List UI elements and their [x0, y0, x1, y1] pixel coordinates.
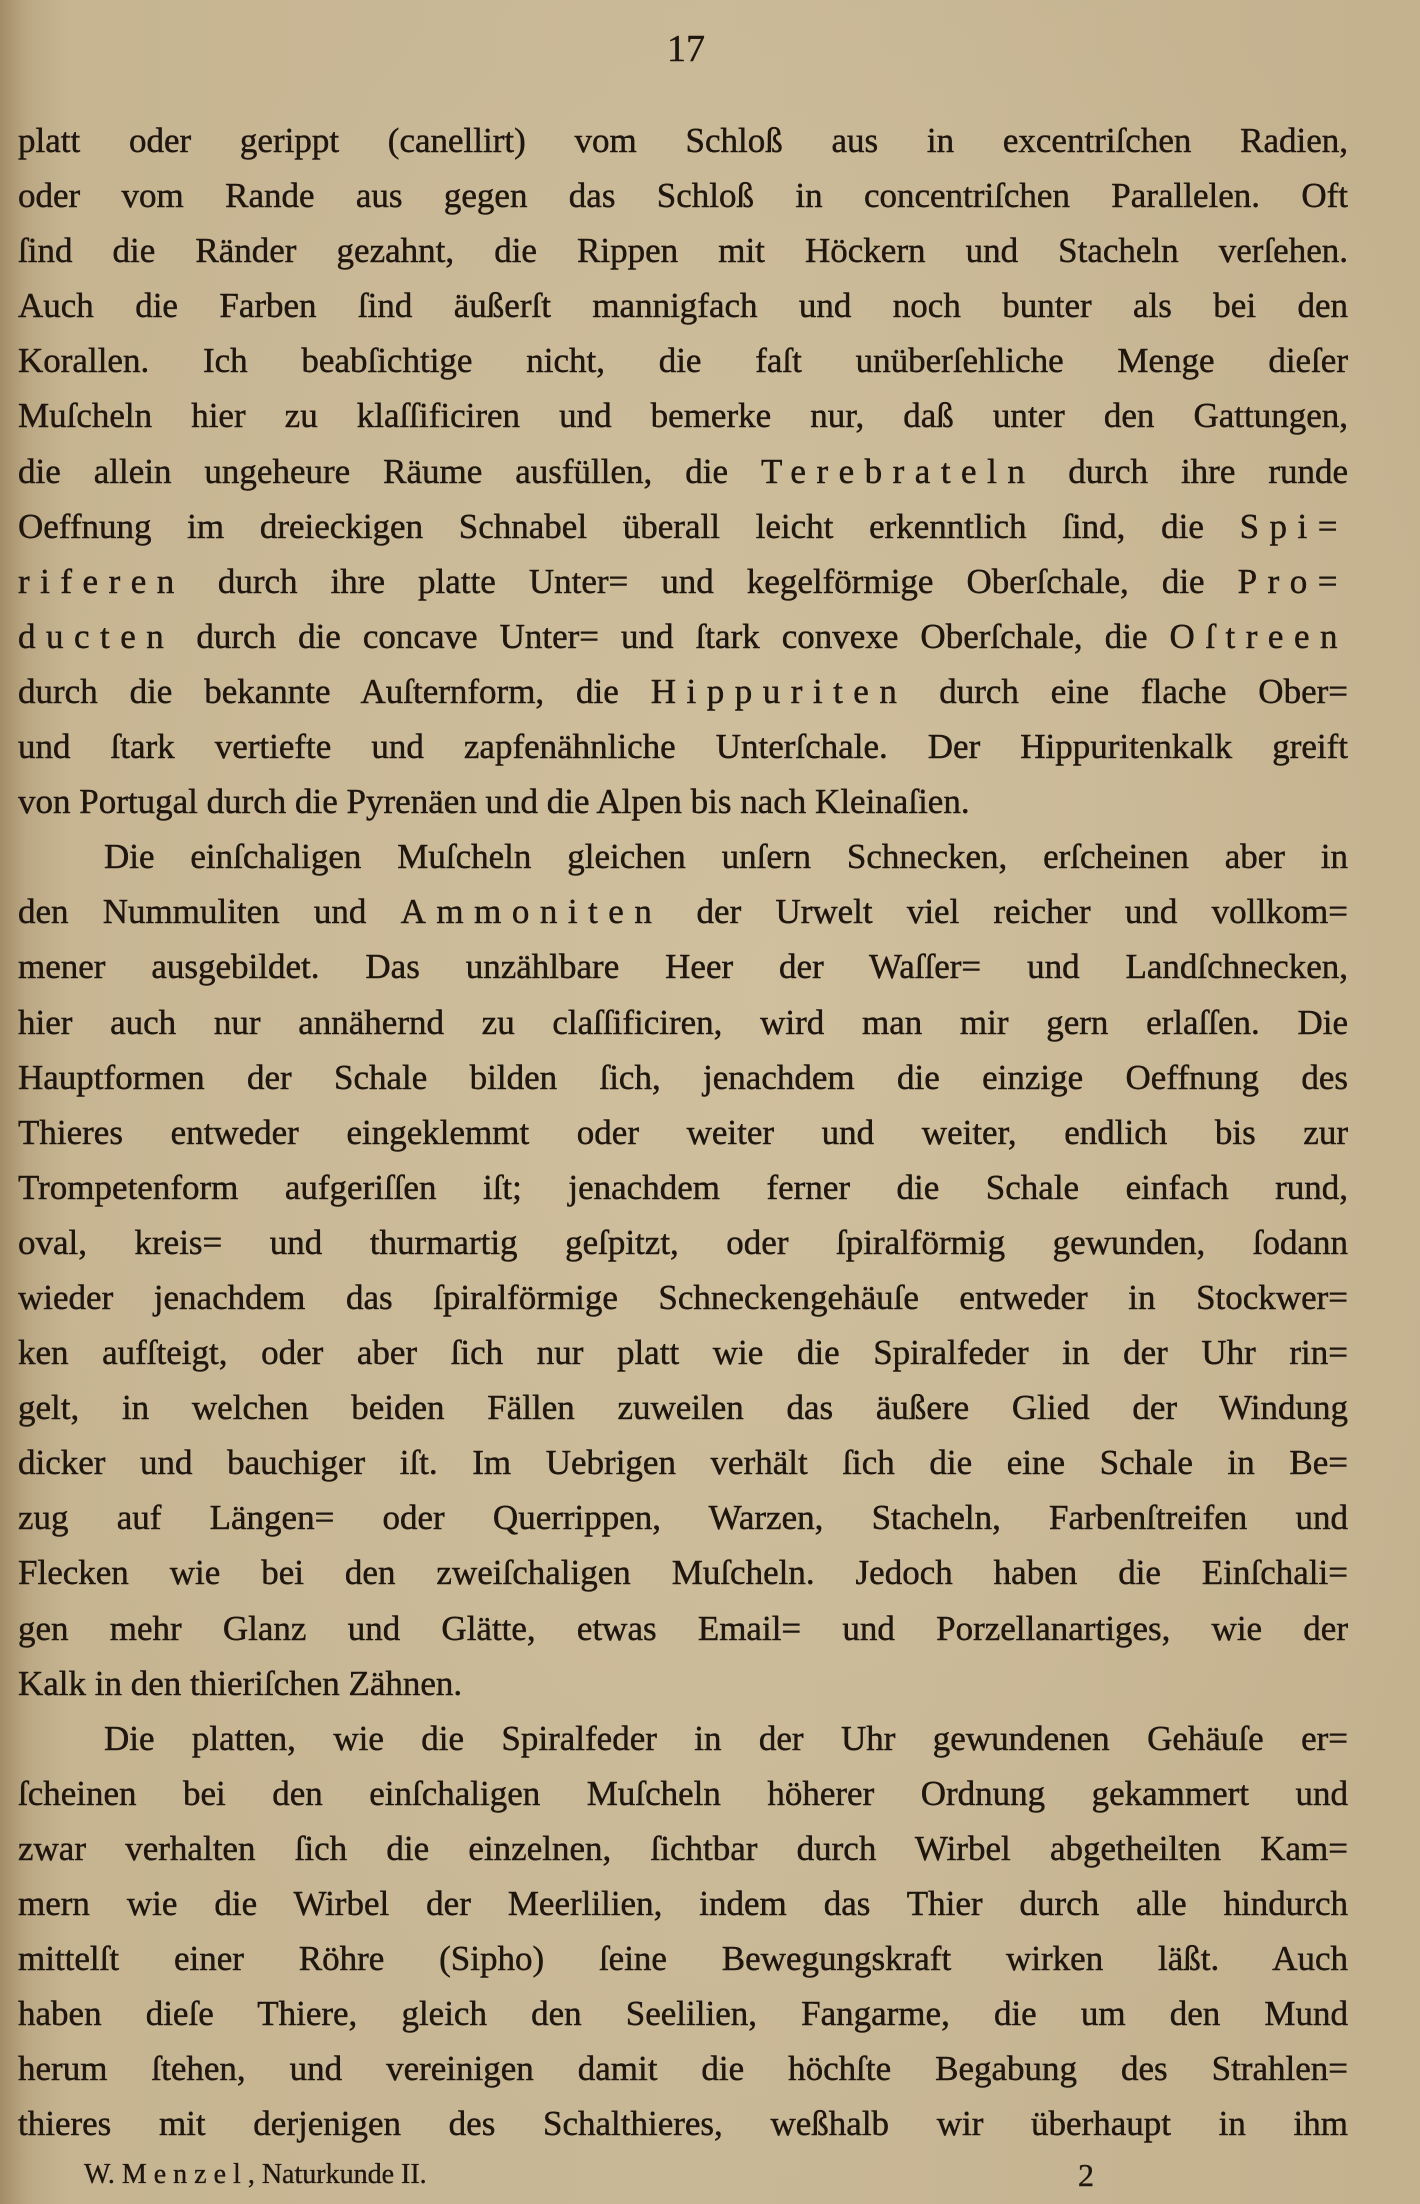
text-line	[18, 1711, 1348, 1766]
text-line	[18, 1325, 1348, 1380]
text-segment: gen mehr Glanz und Glätte, etwas Email= und Porzellanartiges, wie der	[18, 1608, 1348, 1648]
text-line	[18, 1766, 1348, 1821]
text-segment: zug auf Längen= oder Querrippen, Warzen, Stacheln, Farbenſtreifen und	[18, 1498, 1348, 1538]
text-segment: oval, kreis= und thurmartig geſpitzt, oder ſpiralförmig gewunden, ſodann	[18, 1222, 1348, 1262]
text-line	[18, 2041, 1348, 2096]
paragraph	[18, 829, 1348, 1711]
text-line	[18, 1601, 1348, 1656]
text-line	[18, 1656, 1348, 1711]
text-line	[18, 168, 1348, 223]
text-line	[18, 2096, 1348, 2151]
text-segment: Muſcheln hier zu klaſſificiren und bemerke nur, daß unter den Gattungen,	[18, 396, 1348, 436]
text-segment: ſind die Ränder gezahnt, die Rippen mit Höckern und Stacheln verſehen.	[18, 231, 1348, 271]
emphasized-word: Spi=	[1239, 506, 1348, 546]
text-line	[18, 554, 1348, 609]
text-line	[18, 609, 1348, 664]
text-segment: Flecken wie bei den zweiſchaligen Muſcheln. Jedoch haben die Einſchali=	[18, 1553, 1348, 1593]
text-line	[18, 664, 1348, 719]
text-line	[18, 1435, 1348, 1490]
text-segment: durch die concave Unter= und ſtark convexe Oberſchale, die	[174, 616, 1170, 656]
emphasized-word: Pro=	[1237, 561, 1348, 601]
text-line	[18, 1545, 1348, 1600]
text-line	[18, 444, 1348, 499]
text-segment: der Urwelt viel reicher und vollkom=	[662, 892, 1348, 932]
page-number: 17	[667, 28, 705, 70]
text-segment: mern wie die Wirbel der Meerlilien, indem das Thier durch alle hindurch	[18, 1884, 1348, 1923]
text-line	[18, 995, 1348, 1050]
text-segment: Korallen. Ich beabſichtige nicht, die faſt unüberſehliche Menge dieſer	[18, 341, 1348, 381]
text-segment: Trompetenform aufgeriſſen iſt; jenachdem ferner die Schale einfach rund,	[18, 1167, 1348, 1207]
text-line	[18, 829, 1348, 884]
text-segment: durch ihre platte Unter= und kegelförmige Oberſchale, die	[184, 561, 1238, 601]
text-segment: Oeffnung im dreieckigen Schnabel überall leicht erkenntlich ſind, die	[18, 506, 1240, 546]
paragraph	[18, 113, 1348, 829]
text-segment: mittelſt einer Röhre (Sipho) ſeine Bewegungskraft wirken läßt. Auch	[18, 1939, 1348, 1979]
text-line	[18, 499, 1348, 554]
page-footer	[0, 2155, 1420, 2195]
text-segment: hier auch nur annähernd zu claſſificiren, wird man mir gern erlaſſen. Die	[18, 1002, 1348, 1042]
text-segment: von Portugal durch die Pyrenäen und die Alpen bis nach Kleinaſien.	[18, 782, 970, 822]
text-line	[18, 719, 1348, 774]
text-segment: W.	[84, 2159, 122, 2190]
text-segment: thieres mit derjenigen des Schalthieres, weßhalb wir überhaupt in ihm	[18, 2104, 1348, 2144]
text-segment: durch die bekannte Auſternform, die	[18, 671, 651, 711]
text-segment: Die einſchaligen Muſcheln gleichen unſern Schnecken, erſcheinen aber in	[104, 837, 1348, 877]
text-segment: ken aufſteigt, oder aber ſich nur platt wie die Spiralfeder in der Uhr rin=	[18, 1333, 1348, 1373]
text-segment: dicker und bauchiger iſt. Im Uebrigen verhält ſich die eine Schale in Be=	[18, 1443, 1348, 1483]
emphasized-word: Oſtreen	[1169, 616, 1348, 656]
text-line	[18, 1105, 1348, 1160]
text-line	[18, 1821, 1348, 1876]
text-segment: herum ſtehen, und vereinigen damit die höchſte Begabung des Strahlen=	[18, 2049, 1348, 2089]
text-segment: ſcheinen bei den einſchaligen Muſcheln höherer Ordnung gekammert und	[18, 1773, 1348, 1813]
text-segment: Kalk in den thieriſchen Zähnen.	[18, 1663, 463, 1703]
text-segment: durch eine flache Ober=	[907, 671, 1348, 711]
text-segment: platt oder gerippt (canellirt) vom Schloß aus in excentriſchen Radien,	[18, 121, 1348, 160]
text-line	[18, 1380, 1348, 1435]
text-line	[18, 1931, 1348, 1986]
emphasized-word: Menzel	[121, 2159, 248, 2190]
text-segment: Die platten, wie die Spiralfeder in der Uhr gewundenen Gehäuſe er=	[104, 1718, 1348, 1758]
footer-signature	[84, 2155, 427, 2195]
text-segment: wieder jenachdem das ſpiralförmige Schneckengehäuſe entweder in Stockwer=	[18, 1277, 1348, 1317]
text-segment: zwar verhalten ſich die einzelnen, ſichtbar durch Wirbel abgetheilten Kam=	[18, 1828, 1348, 1868]
text-segment: und ſtark vertiefte und zapfenähnliche Unterſchale. Der Hippuritenkalk greift	[18, 727, 1348, 767]
text-line	[18, 1490, 1348, 1545]
emphasized-word: Terebrateln	[760, 451, 1036, 491]
text-line	[18, 113, 1348, 168]
text-segment: haben dieſe Thiere, gleich den Seelilien, Fangarme, die um den Mund	[18, 1994, 1348, 2034]
emphasized-word: riferen	[18, 561, 185, 601]
text-line	[18, 884, 1348, 939]
text-line	[18, 939, 1348, 994]
text-segment: die allein ungeheure Räume ausfüllen, die	[18, 451, 761, 491]
text-line	[18, 1986, 1348, 2041]
text-line	[18, 223, 1348, 278]
emphasized-word: ducten	[18, 616, 175, 656]
text-line	[18, 1270, 1348, 1325]
text-line	[18, 774, 1348, 829]
text-line	[18, 278, 1348, 333]
emphasized-word: Ammoniten	[400, 892, 663, 932]
text-segment: , Naturkunde II.	[247, 2159, 427, 2190]
text-segment: Auch die Farben ſind äußerſt mannigfach und noch bunter als bei den	[18, 286, 1348, 326]
body-text	[18, 113, 1348, 2151]
text-segment: Thieres entweder eingeklemmt oder weiter und weiter, endlich bis zur	[18, 1112, 1348, 1152]
text-line	[18, 1160, 1348, 1215]
text-segment: den Nummuliten und	[18, 892, 401, 932]
text-segment: gelt, in welchen beiden Fällen zuweilen das äußere Glied der Windung	[18, 1388, 1348, 1428]
text-segment: oder vom Rande aus gegen das Schloß in concentriſchen Parallelen. Oft	[18, 176, 1348, 216]
text-line	[18, 1215, 1348, 1270]
text-line	[18, 388, 1348, 443]
text-line	[18, 1876, 1348, 1931]
text-segment: mener ausgebildet. Das unzählbare Heer der Waſſer= und Landſchnecken,	[18, 947, 1348, 987]
text-line	[18, 1050, 1348, 1105]
sheet-number: 2	[1078, 2157, 1094, 2193]
emphasized-word: Hippuriten	[650, 671, 908, 711]
text-line	[18, 333, 1348, 388]
text-segment: Hauptformen der Schale bilden ſich, jenachdem die einzige Oeffnung des	[18, 1057, 1348, 1097]
text-segment: durch ihre runde	[1035, 451, 1348, 491]
paragraph	[18, 1711, 1348, 2152]
